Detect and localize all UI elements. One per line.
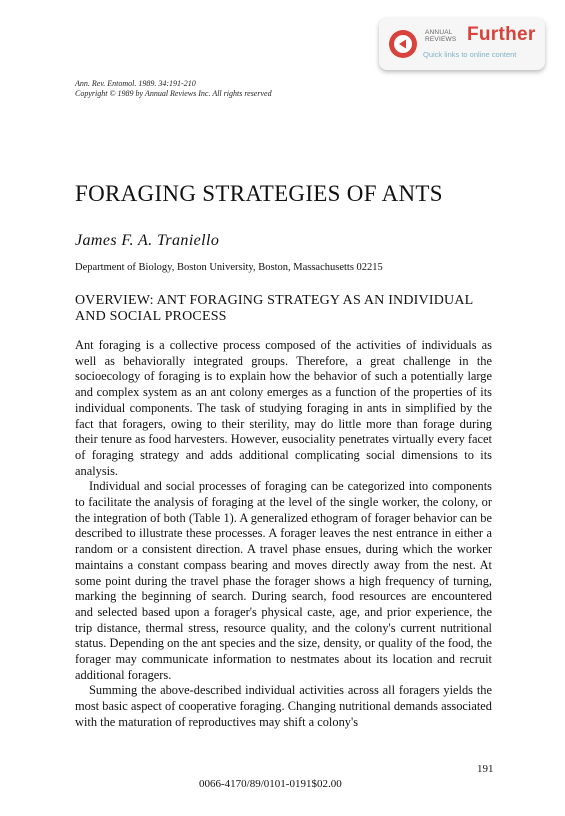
paragraph: Summing the above-described individual activities across all foragers yields the most basic aspect of cooperative foraging. Changing nutritional demands associated with the maturation of reproductives may shift a colony's bbox=[75, 683, 492, 729]
paragraph: Individual and social processes of foraging can be categorized into components to facilitate the analysis of foraging at the level of the single worker, the colony, or the integration of both (Table 1). A generalized ethogram of forager behavior can be described to illustrate these processes. A forager leaves the nest entrance in either a random or a consistent direction. A travel phase ensues, during which the worker maintains a constant compass bearing and moves directly away from the nest. At some point during the travel phase the forager shows a high frequency of turning, marking the beginning of search. During search, food resources are encountered and selected based upon a forager's physical caste, age, and prior experience, the trip distance, thermal stress, resource quality, and the colony's current nutritional status. Depending on the ant species and the size, density, or quality of the food, the forager may communicate information to nestmates about its location and recruit additional foragers. bbox=[75, 479, 492, 682]
further-tagline: Quick links to online content bbox=[423, 50, 517, 59]
citation-line-2: Copyright © 1989 by Annual Reviews Inc. All rights reserved bbox=[75, 88, 272, 98]
article-title: FORAGING STRATEGIES OF ANTS bbox=[75, 181, 443, 206]
annual-reviews-label: ANNUAL REVIEWS bbox=[425, 29, 457, 43]
author-affiliation: Department of Biology, Boston University, Boston, Massachusetts 02215 bbox=[75, 262, 383, 273]
article-body bbox=[75, 338, 492, 731]
page-number: 191 bbox=[477, 763, 494, 775]
back-arrow-icon bbox=[389, 30, 417, 58]
further-badge[interactable] bbox=[379, 18, 545, 70]
citation-line-1: Ann. Rev. Entomol. 1989. 34:191-210 bbox=[75, 79, 196, 88]
further-label: Further bbox=[467, 24, 536, 45]
journal-citation bbox=[75, 79, 272, 98]
section-heading: OVERVIEW: ANT FORAGING STRATEGY AS AN INDIVIDUAL AND SOCIAL PROCESS bbox=[75, 293, 473, 324]
paragraph: Ant foraging is a collective process composed of the activities of individuals as well as behaviorally integrated groups. Therefore, a great challenge in the socioecology of foraging is to explain how the behavior of such a potentially large and complex system as an ant colony emerges as a function of the properties of its individual components. The task of studying foraging in ants in simplified by the fact that foragers, owing to their sterility, may do little more than forage during their tenure as food harvesters. However, eusociality penetrates virtually every facet of foraging strategy and adds additional complicating social dimensions to its analysis. bbox=[75, 338, 492, 478]
article-author: James F. A. Traniello bbox=[75, 232, 220, 249]
issn-line: 0066-4170/89/0101-0191$02.00 bbox=[199, 778, 342, 790]
